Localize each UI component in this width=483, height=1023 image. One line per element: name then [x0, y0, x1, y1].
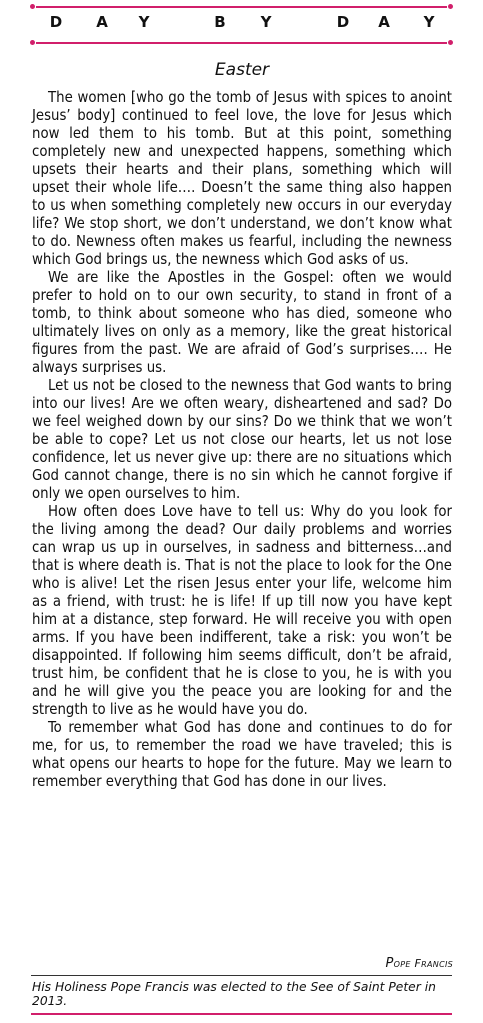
header-letter: A [96, 13, 108, 31]
paragraph: Let us not be closed to the newness that God wants to bring into our lives! Are we often weary, disheartened and sad? Do we feel weighed down by our sins? Do we think that we won’t be able to cope? Let us not close our hearts, let us not lose confidence, let us never give up: there are no situations which God cannot change, there is no sin which he cannot forgive if only we open ourselves to him. [32, 377, 452, 502]
header-bottom-rule [36, 42, 447, 44]
header-letter: Y [138, 13, 150, 31]
header-letter: A [378, 13, 390, 31]
header-letter: Y [423, 13, 435, 31]
ornament-dot [30, 4, 35, 9]
page-title: Easter [214, 60, 270, 80]
ornament-dot [30, 40, 35, 45]
paragraph: We are like the Apostles in the Gospel: often we would prefer to hold on to our own security, to stand in front of a tomb, to think about someone who has died, someone who ultimately lives on only as a memory, like the great historical figures from the past. We are afraid of God’s surprises…. He always surprises us. [32, 269, 452, 376]
ornament-dot [448, 4, 453, 9]
author-footnote: His Holiness Pope Francis was elected to the See of Saint Peter in 2013. [32, 980, 436, 1008]
paragraph: How often does Love have to tell us: Why do you look for the living among the dead? Our daily problems and worries can wrap us up in ourselves, in sadness and bitterness…and that is where death is. That is not the place to look for the One who is alive! Let the risen Jesus enter your life, welcome him as a friend, with trust: he is life! If up till now you have kept him at a distance, step forward. He will receive you with open arms. If you have been indifferent, take a risk: you won’t be disappointed. If following him seems difficult, don’t be afraid, trust him, be confident that he is close to you, he is with you and he will give you the peace you are looking for and the strength to live as he would have you do. [32, 503, 452, 718]
header-letter: Y [260, 13, 272, 31]
bottom-rule [31, 1013, 452, 1015]
ornament-dot [448, 40, 453, 45]
header-top-rule [36, 6, 447, 8]
author-signature: Pope Francis [385, 956, 453, 971]
paragraph: To remember what God has done and continues to do for me, for us, to remember the road we have traveled; this is what opens our hearts to hope for the future. May we learn to remember everything that God has done in our lives. [32, 719, 452, 790]
header-letter: D [49, 13, 63, 31]
reflection-body [32, 89, 452, 791]
header-letter: B [214, 13, 226, 31]
header-letters [30, 13, 453, 35]
header-letter: D [336, 13, 350, 31]
day-by-day-header [30, 0, 453, 50]
footnote-divider [31, 975, 452, 976]
paragraph: The women [who go the tomb of Jesus with spices to anoint Jesus’ body] continued to feel love, the love for Jesus which now led them to his tomb. But at this point, something completely new and unexpected happens, something which upsets their hearts and their plans, something which will upset their whole life…. Doesn’t the same thing also happen to us when something completely new occurs in our everyday life? We stop short, we don’t understand, we don’t know what to do. Newness often makes us fearful, including the newness which God brings us, the newness which God asks of us. [32, 89, 452, 268]
